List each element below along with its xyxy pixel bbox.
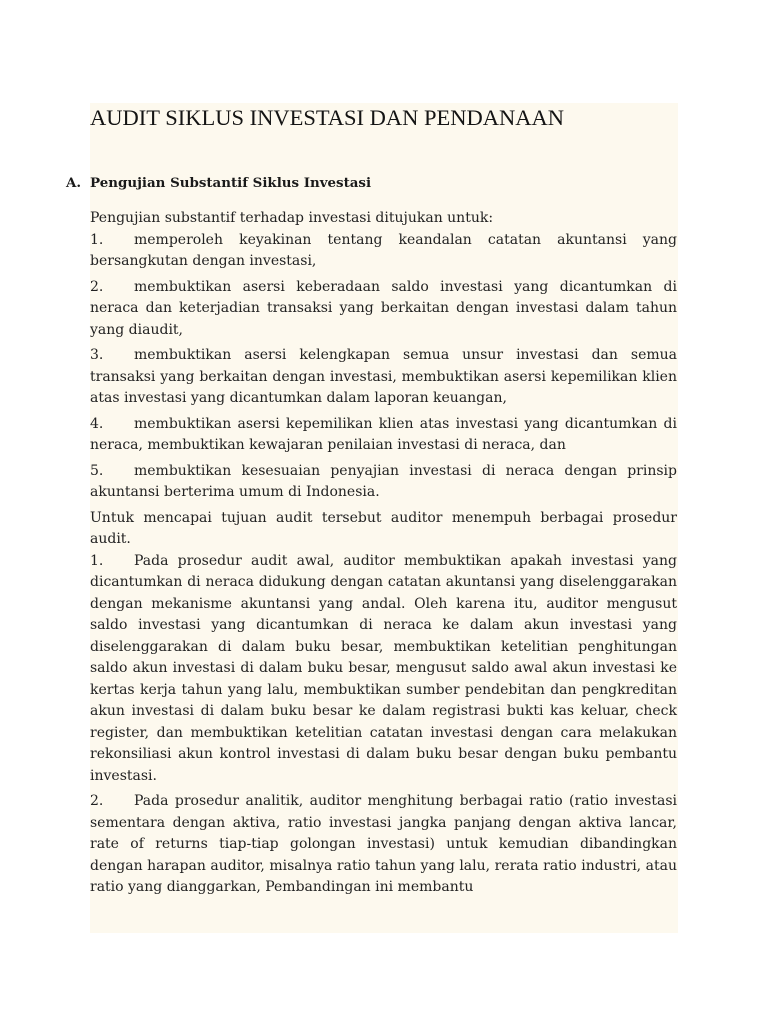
objective-number: 2. (90, 278, 104, 295)
objective-item-2 (90, 277, 677, 342)
objective-text: membuktikan asersi kepemilikan klien atas investasi yang dicantumkan di neraca, membuktikan kewajaran penilaian investasi di neraca, dan (90, 415, 677, 453)
objective-number: 4. (90, 415, 104, 432)
procedures-intro: Untuk mencapai tujuan audit tersebut auditor menempuh berbagai prosedur audit. (90, 509, 677, 547)
objective-item-4 (90, 414, 677, 457)
objective-item-1 (90, 230, 677, 273)
procedure-item-1 (90, 551, 677, 788)
procedure-number: 1. (90, 552, 104, 569)
objective-text: membuktikan asersi kelengkapan semua unsur investasi dan semua transaksi yang berkaitan dengan investasi, membuktikan asersi kepemilikan klien atas investasi yang dicantumkan dalam laporan keuangan, (90, 347, 677, 406)
objectives-intro: Pengujian substantif terhadap investasi ditujukan untuk: (90, 210, 494, 226)
document-title: AUDIT SIKLUS INVESTASI DAN PENDANAAN (90, 105, 565, 130)
procedure-text: Pada prosedur analitik, auditor menghitung berbagai ratio (ratio investasi sementara dengan aktiva, ratio investasi jangka panjang dengan aktiva lancar, rate of returns tiap-tiap golongan investasi) untuk kemudian dibandingkan dengan harapan auditor, misalnya ratio tahun yang lalu, rerata ratio industri, atau ratio yang dianggarkan, Pembandingan ini membantu (90, 793, 677, 895)
objective-text: membuktikan asersi keberadaan saldo investasi yang dicantumkan di neraca dan keterjadian transaksi yang berkaitan dengan investasi dalam tahun yang diaudit, (90, 278, 677, 338)
objective-item-5 (90, 461, 677, 504)
document-body (90, 208, 677, 899)
section-heading-text: Pengujian Substantif Siklus Investasi (90, 175, 372, 191)
section-letter: A. (66, 175, 82, 191)
procedure-text: Pada prosedur audit awal, auditor membuktikan apakah investasi yang dicantumkan di neraca didukung dengan catatan akuntansi yang diselenggarakan dengan mekanisme akuntansi yang andal. Oleh karena itu, auditor mengusut saldo investasi yang dicantumkan di neraca ke dalam akun investasi yang diselenggarakan di dalam buku besar, membuktikan ketelitian penghitungan saldo akun investasi di dalam buku besar, mengusut saldo awal akun investasi ke kertas kerja tahun yang lalu, membuktikan sumber pendebitan dan pengkreditan akun investasi di dalam buku besar ke dalam registrasi bukti kas keluar, check register, dan membuktikan ketelitian catatan investasi dengan cara melakukan rekonsiliasi akun kontrol investasi di dalam buku besar dengan buku pembantu investasi. (90, 552, 677, 784)
objective-item-3 (90, 345, 677, 410)
objective-text: memperoleh keyakinan tentang keandalan catatan akuntansi yang bersangkutan dengan investasi, (90, 231, 677, 269)
procedure-number: 2. (90, 793, 104, 809)
procedure-item-2 (90, 791, 677, 899)
objective-number: 3. (90, 347, 104, 363)
section-heading (66, 173, 686, 193)
objective-number: 5. (90, 462, 104, 479)
objective-number: 1. (90, 231, 104, 248)
objective-text: membuktikan kesesuaian penyajian investasi di neraca dengan prinsip akuntansi berterima umum di Indonesia. (90, 462, 677, 500)
